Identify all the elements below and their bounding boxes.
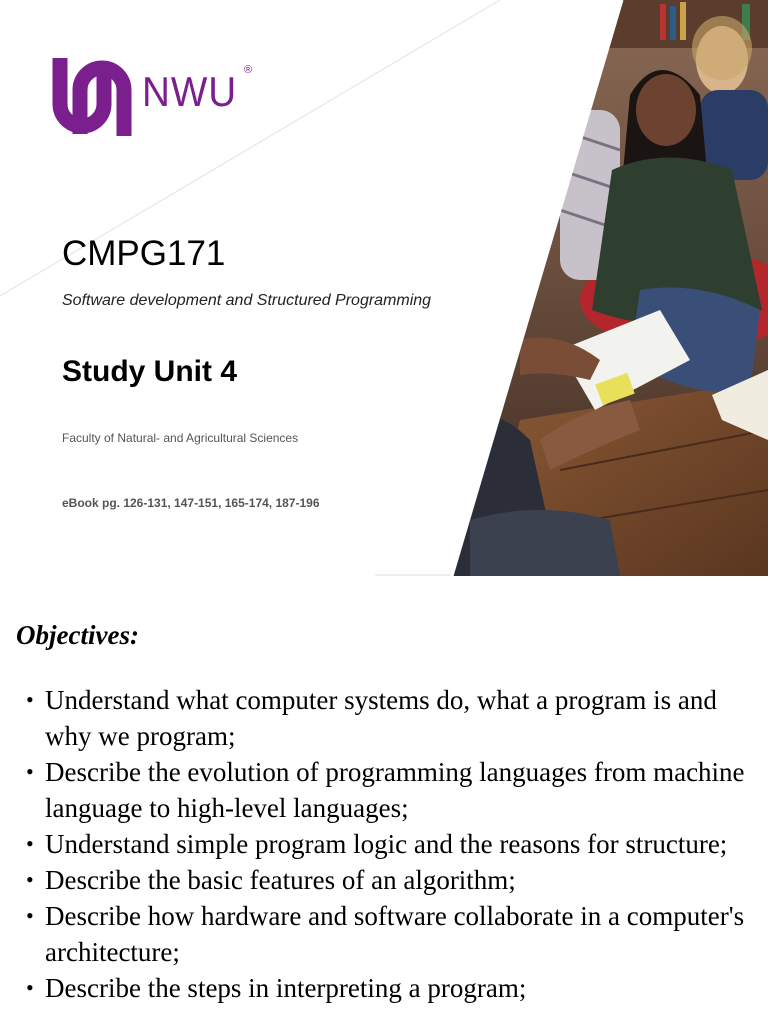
objective-item: • Understand simple program logic and the reasons for structure; (26, 826, 756, 862)
objective-item: • Understand what computer systems do, what a program is and why we program; (26, 682, 756, 754)
registered-mark: ® (244, 64, 253, 76)
objective-item: • Describe the steps in interpreting a program; (26, 970, 756, 1006)
objectives-section (0, 576, 768, 1024)
objective-item: • Describe the basic features of an algorithm; (26, 862, 756, 898)
faculty-label: Faculty of Natural- and Agricultural Sciences (62, 431, 299, 445)
ebook-pages: eBook pg. 126-131, 147-151, 165-174, 187-196 (62, 496, 320, 510)
logo-wordmark: NWU (142, 68, 238, 115)
study-unit-heading: Study Unit 4 (62, 355, 238, 388)
objective-item: • Describe how hardware and software collaborate in a computer's architecture; (26, 898, 756, 970)
course-title: Software development and Structured Programming (62, 292, 432, 309)
objective-item: • Describe the evolution of programming languages from machine language to high-level languages; (26, 754, 756, 826)
objectives-list (26, 682, 756, 1006)
course-code: CMPG171 (62, 234, 226, 273)
objectives-title: Objectives: (16, 620, 139, 650)
